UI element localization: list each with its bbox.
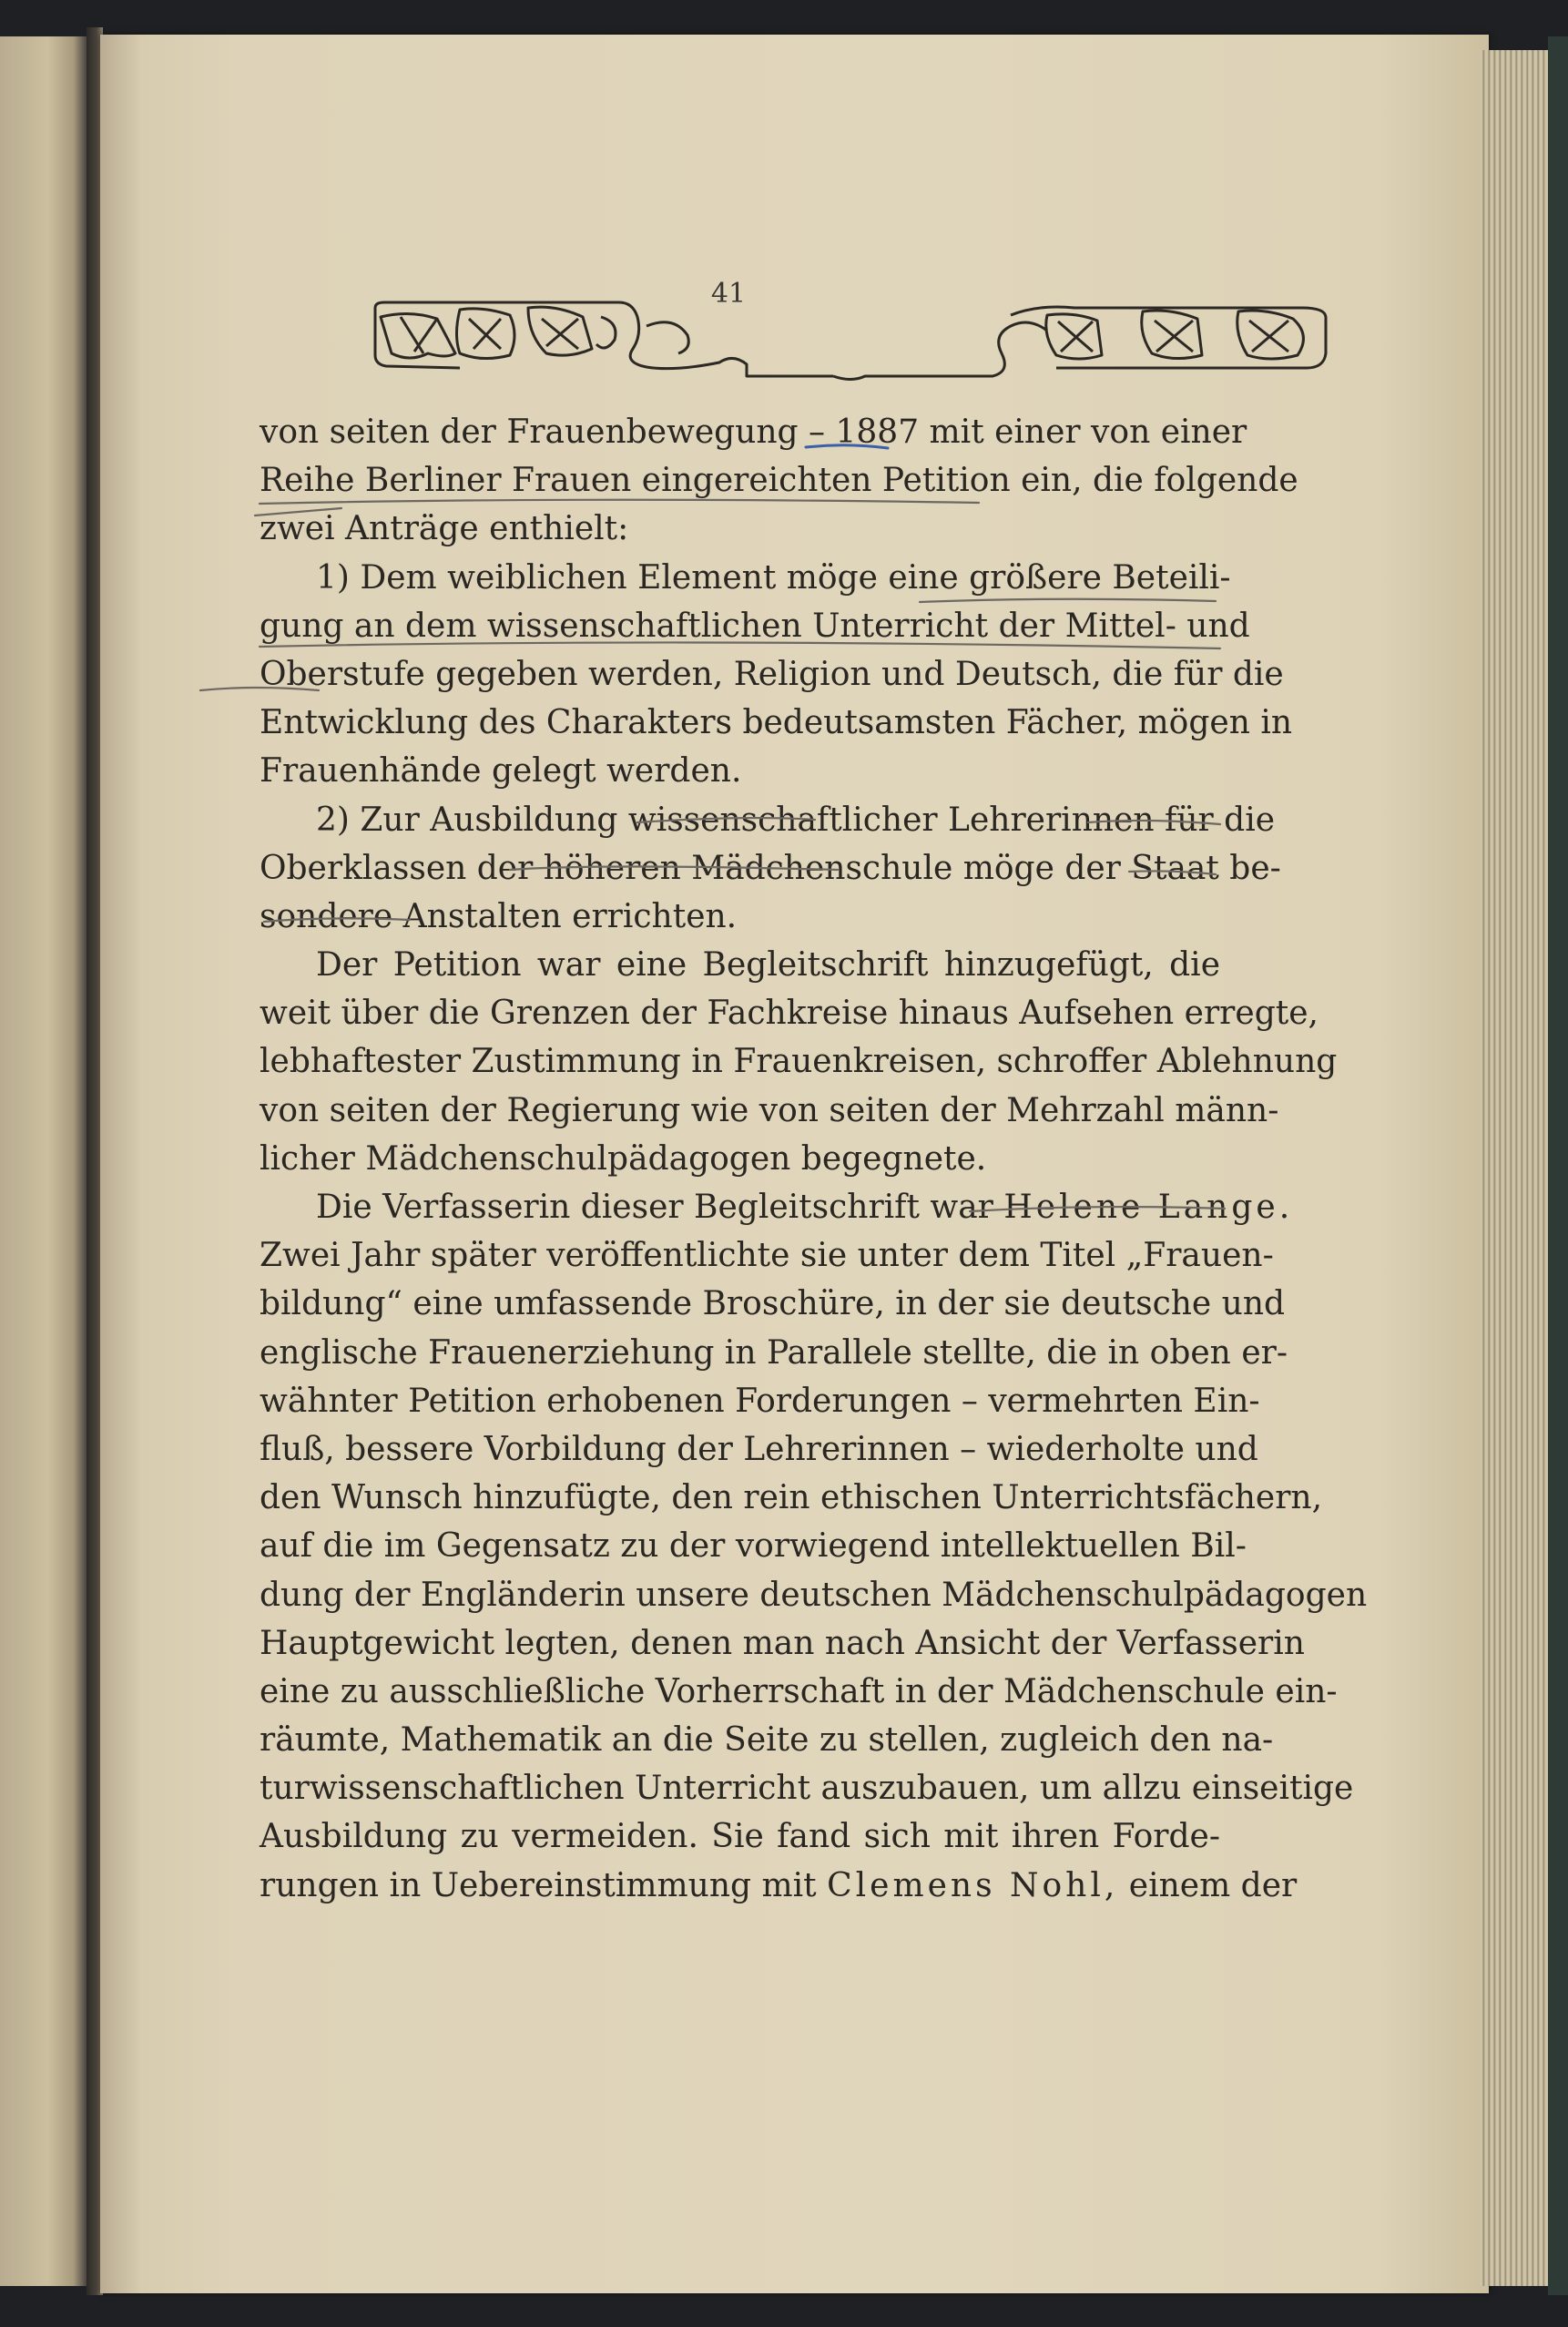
- text-line: bildung“ eine umfassende Broschüre, in der sie deutsche und: [260, 1285, 1286, 1323]
- author-name: Helene Lange.: [1003, 1189, 1294, 1226]
- text-line: auf die im Gegensatz zu der vorwiegend intellektuellen Bil-: [260, 1527, 1247, 1566]
- text-line: Oberstufe gegeben werden, Religion und Deutsch, die für die: [260, 655, 1284, 693]
- facing-page-edge: [0, 36, 87, 2286]
- text-span: Die Verfasserin dieser Begleitschrift war: [316, 1189, 993, 1226]
- text-line: Hauptgewicht legten, denen man nach Ansicht der Verfasserin: [260, 1624, 1305, 1662]
- text-line: Zwei Jahr später veröffentlichte sie unter dem Titel „Frauen-: [260, 1237, 1274, 1275]
- text-line: fluß, bessere Vorbildung der Lehrerinnen – wiederholte und: [260, 1430, 1258, 1468]
- text-line: von seiten der Frauenbewegung – 1887 mit einer von einer: [260, 413, 1247, 451]
- text-line: eine zu ausschließliche Vorherrschaft in der Mädchenschule ein-: [260, 1672, 1338, 1710]
- text-line: [260, 1862, 1298, 1910]
- page-fore-edge: [1480, 50, 1557, 2286]
- person-name: Clemens Nohl,: [827, 1866, 1119, 1904]
- text-line: Ausbildung zu vermeiden. Sie fand sich mit ihren Forde-: [260, 1818, 1220, 1856]
- text-line: 2) Zur Ausbildung wissenschaftlicher Lehrerinnen für die: [316, 801, 1276, 839]
- text-line: dung der Engländerin unsere deutschen Mädchenschulpädagogen: [260, 1576, 1368, 1614]
- text-line: den Wunsch hinzufügte, den rein ethischen Unterrichtsfächern,: [260, 1479, 1323, 1517]
- text-line: 1) Dem weiblichen Element möge eine größere Beteili-: [316, 558, 1231, 597]
- text-line: Frauenhände gelegt werden.: [260, 752, 742, 791]
- book-cover-edge: [1548, 36, 1568, 2295]
- text-span: rungen in Uebereinstimmung mit: [260, 1866, 817, 1904]
- text-line: [260, 1183, 1294, 1231]
- text-line: Reihe Berliner Frauen eingereichten Petition ein, die folgende: [260, 462, 1298, 500]
- body-text: [260, 408, 1368, 1910]
- text-line: Oberklassen der höheren Mädchenschule möge der Staat be-: [260, 849, 1281, 887]
- text-line: wähnter Petition erhobenen Forderungen – vermehrten Ein-: [260, 1382, 1260, 1420]
- page-number: 41: [710, 278, 747, 310]
- text-line: von seiten der Regierung wie von seiten der Mehrzahl männ-: [260, 1091, 1279, 1129]
- text-line: turwissenschaftlichen Unterricht auszubauen, um allzu einseitige: [260, 1770, 1354, 1808]
- text-line: licher Mädchenschulpädagogen begegnete.: [260, 1139, 987, 1178]
- text-line: weit über die Grenzen der Fachkreise hinaus Aufsehen erregte,: [260, 995, 1319, 1033]
- text-line: räumte, Mathematik an die Seite zu stellen, zugleich den na-: [260, 1721, 1274, 1760]
- text-line: Entwicklung des Charakters bedeutsamsten Fächer, mögen in: [260, 704, 1293, 742]
- text-line: Der Petition war eine Begleitschrift hinzugefügt, die: [316, 946, 1220, 985]
- text-line: englische Frauenerziehung in Parallele stellte, die in oben er-: [260, 1333, 1288, 1372]
- ivy-leaf-ornament-icon: [373, 299, 1329, 399]
- text-line: zwei Anträge enthielt:: [260, 510, 629, 548]
- text-line: sondere Anstalten errichten.: [260, 897, 738, 935]
- text-span: einem der: [1128, 1866, 1298, 1904]
- text-line: gung an dem wissenschaftlichen Unterricht der Mittel- und: [260, 607, 1250, 645]
- text-line: lebhaftester Zustimmung in Frauenkreisen, schroffer Ablehnung: [260, 1043, 1338, 1081]
